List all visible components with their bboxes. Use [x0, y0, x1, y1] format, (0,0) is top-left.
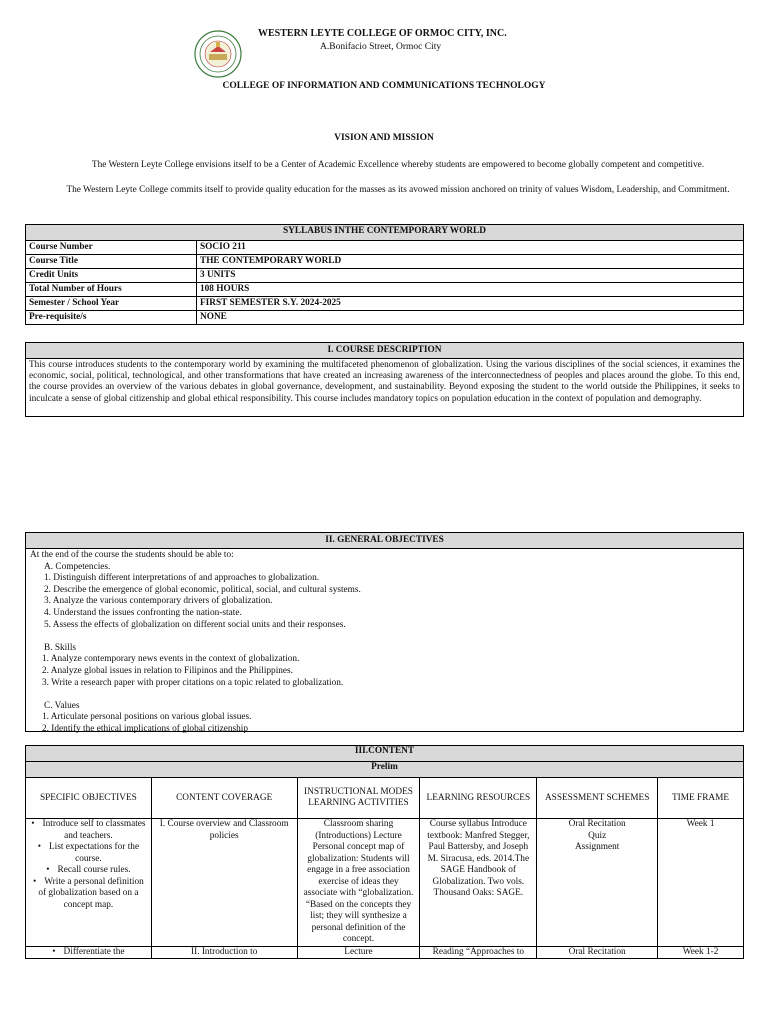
list-item: 4. Understand the issues confronting the nation-state. — [44, 607, 242, 618]
assessment-cell — [537, 819, 658, 947]
course-title-value: THE CONTEMPORARY WORLD — [197, 255, 744, 269]
objectives-intro: At the end of the course the students should be able to: — [30, 550, 234, 560]
content-coverage-cell: I. Course overview and Classroom policies — [151, 819, 297, 947]
resources-cell: Course syllabus Introduce textbook: Manfred Stegger, Paul Battersby, and Joseph M. Siracusa, eds. 2014.The SAGE Handbook of Globalization. Two vols. Thousand Oaks: SAGE. — [420, 819, 537, 947]
table-row — [26, 946, 744, 958]
list-item: 2. Describe the emergence of global economic, political, social, and cultural systems. — [44, 584, 361, 595]
list-item: 3. Analyze the various contemporary drivers of globalization. — [44, 596, 273, 607]
vision-statement: The Western Leyte College envisions itself to be a Center of Academic Excellence whereby students are empowered to become globally competent and competitive. — [91, 160, 705, 170]
credit-units-value: 3 UNITS — [197, 269, 744, 283]
table-header-row — [26, 778, 744, 819]
list-item: • Recall course rules. — [29, 865, 148, 877]
objectives-group-heading: A. Competencies. — [44, 561, 111, 572]
semester-value: FIRST SEMESTER S.Y. 2024-2025 — [197, 297, 744, 311]
college-name: WESTERN LEYTE COLLEGE OF ORMOC CITY, INC. — [258, 28, 507, 39]
credit-units-label: Credit Units — [26, 269, 197, 283]
course-title-label: Course Title — [26, 255, 197, 269]
list-item: • Write a personal definition of globalization based on a concept map. — [29, 877, 148, 912]
general-objectives-section — [25, 532, 744, 732]
prerequisite-label: Pre-requisite/s — [26, 311, 197, 325]
table-row — [26, 255, 744, 269]
specific-objectives-cell — [26, 819, 152, 947]
content-table — [25, 745, 744, 959]
resources-cell: Reading “Approaches to — [420, 946, 537, 958]
list-item: • Introduce self to classmates and teachers. — [29, 819, 148, 842]
time-frame-cell: Week 1 — [658, 819, 744, 947]
activities-cell: Lecture — [297, 946, 420, 958]
table-row — [26, 283, 744, 297]
table-row — [26, 311, 744, 325]
course-number-value: SOCIO 211 — [197, 241, 744, 255]
activities-cell: Classroom sharing (Introductions) Lecture Personal concept map of globalization: Students will engage in a free association exercise of ideas they associate with “globalization. “Based on the concepts they list; they will synthesize a personal definition of the concept. — [297, 819, 420, 947]
table-row — [26, 297, 744, 311]
content-coverage-cell: II. Introduction to — [151, 946, 297, 958]
list-item: 1. Distinguish different interpretations of and approaches to globalization. — [44, 573, 320, 584]
column-header: TIME FRAME — [658, 778, 744, 819]
list-item: Quiz — [588, 830, 607, 841]
list-item: • List expectations for the course. — [29, 842, 148, 865]
course-number-label: Course Number — [26, 241, 197, 255]
column-header: LEARNING RESOURCES — [420, 778, 537, 819]
list-item: 5. Assess the effects of globalization on different social units and their responses. — [44, 619, 346, 630]
time-frame-cell: Week 1-2 — [658, 946, 744, 958]
course-description-text: This course introduces students to the contemporary world by examining the multifaceted phenomenon of globalization. Using the various disciplines of the social sciences, it examines the economic, social, political, technological, and other transformations that have created an increasing awareness of the interconnectedness of peoples and places around the globe. To this end, the course provides an overview of the various debates in global governance, development, and sustainability. Beyond exposing the student to the world outside the Philippines, it seeks to inculcate a sense of global citizenship and global ethical responsibility. This course includes mandatory topics on population education in the context of population and demography. — [29, 360, 740, 404]
objectives-group-heading: C. Values — [44, 700, 80, 711]
list-item: • Differentiate the — [52, 947, 124, 957]
prerequisite-value: NONE — [197, 311, 744, 325]
list-item: Oral Recitation — [568, 819, 626, 829]
total-hours-value: 108 HOURS — [197, 283, 744, 297]
list-item: 2. Identify the ethical implications of global citizenship — [42, 723, 249, 734]
college-seal-logo — [194, 30, 242, 78]
course-description-section — [25, 342, 744, 417]
college-address: A.Bonifacio Street, Ormoc City — [320, 42, 442, 52]
column-header: SPECIFIC OBJECTIVES — [26, 778, 152, 819]
course-description-title: I. COURSE DESCRIPTION — [26, 343, 743, 359]
table-row — [26, 269, 744, 283]
vision-mission-title: VISION AND MISSION — [334, 133, 434, 143]
semester-label: Semester / School Year — [26, 297, 197, 311]
syllabus-info-table — [25, 224, 744, 325]
table-row — [26, 819, 744, 947]
column-header: INSTRUCTIONAL MODES LEARNING ACTIVITIES — [297, 778, 420, 819]
general-objectives-title: II. GENERAL OBJECTIVES — [26, 533, 743, 549]
column-header: ASSESSMENT SCHEMES — [537, 778, 658, 819]
column-header: CONTENT COVERAGE — [151, 778, 297, 819]
assessment-cell: Oral Recitation — [537, 946, 658, 958]
list-item: Assignment — [574, 842, 620, 852]
content-title: III.CONTENT — [26, 746, 744, 762]
list-item: 1. Analyze contemporary news events in the context of globalization. — [42, 654, 300, 665]
table-row — [26, 241, 744, 255]
list-item: 2. Analyze global issues in relation to Filipinos and the Philippines. — [42, 665, 293, 676]
list-item: 3. Write a research paper with proper citations on a topic related to globalization. — [42, 677, 344, 688]
objectives-group-heading: B. Skills — [44, 642, 77, 653]
total-hours-label: Total Number of Hours — [26, 283, 197, 297]
list-item: 1. Articulate personal positions on various global issues. — [42, 712, 252, 723]
period-label: Prelim — [26, 762, 744, 778]
specific-objectives-cell — [26, 946, 152, 958]
syllabus-title: SYLLABUS INTHE CONTEMPORARY WORLD — [26, 225, 744, 241]
department-name: COLLEGE OF INFORMATION AND COMMUNICATIONS TECHNOLOGY — [222, 81, 546, 91]
mission-statement: The Western Leyte College commits itself to provide quality education for the masses as its avowed mission anchored on trinity of values Wisdom, Leadership, and Commitment. — [66, 185, 730, 195]
